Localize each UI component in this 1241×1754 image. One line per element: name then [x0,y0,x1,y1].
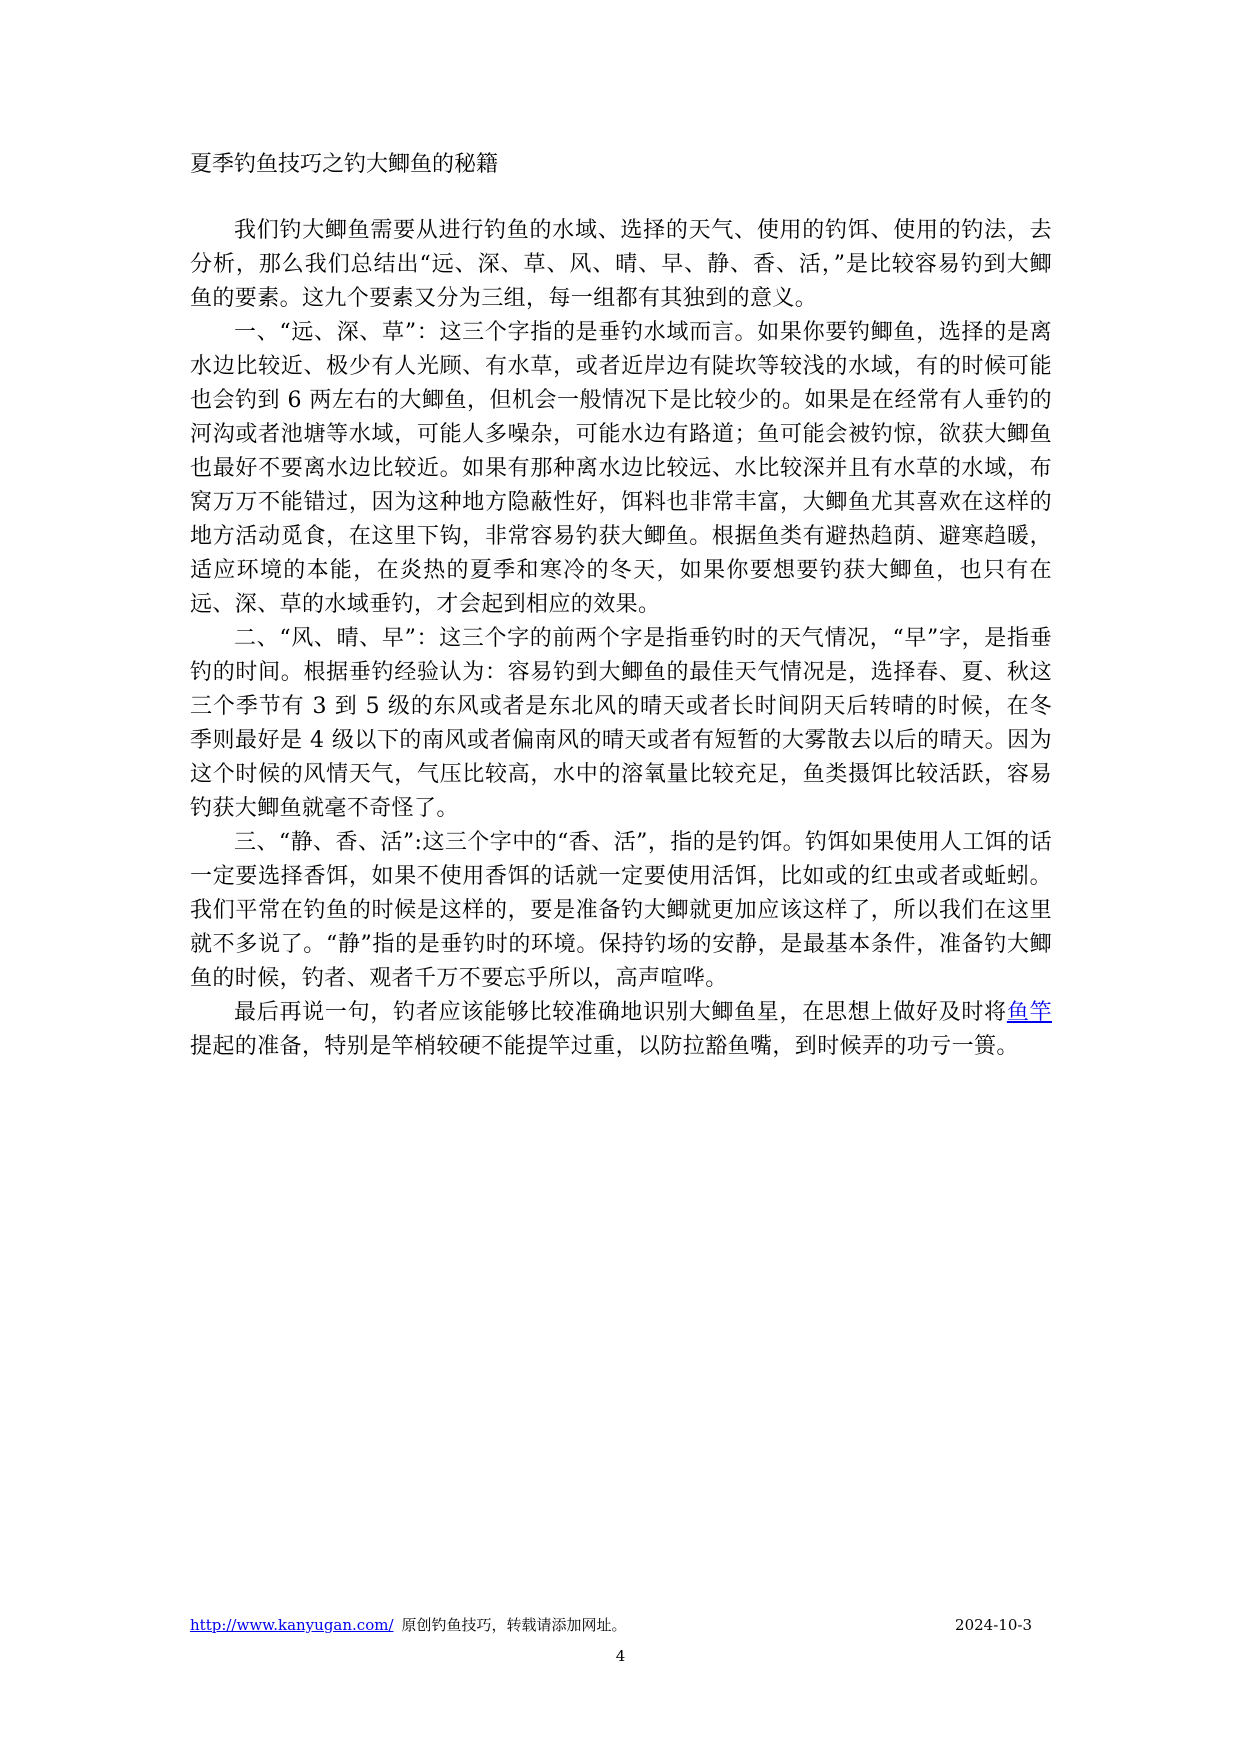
paragraph-conclusion [190,996,1052,1064]
conclusion-text-after-link: 提起的准备，特别是竿梢较硬不能提竿过重，以防拉豁鱼嘴，到时候弄的功亏一篑。 [190,1034,1019,1059]
paragraph-section-three: 三、“静、香、活”:这三个字中的“香、活”，指的是钓饵。钓饵如果使用人工饵的话一定要选择香饵，如果不使用香饵的话就一定要使用活饵，比如或的红虫或者或蚯蚓。我们平常在钓鱼的时候是这样的，要是准备钓大鲫就更加应该这样了，所以我们在这里就不多说了。“静”指的是垂钓时的环境。保持钓场的安静，是最基本条件，准备钓大鲫鱼的时候，钓者、观者千万不要忘乎所以，高声喧哗。 [190,830,1052,991]
paragraph-intro: 我们钓大鲫鱼需要从进行钓鱼的水域、选择的天气、使用的钓饵、使用的钓法，去分析，那么我们总结出“远、深、草、风、晴、早、静、香、活，”是比较容易钓到大鲫鱼的要素。这九个要素又分为三组，每一组都有其独到的意义。 [190,218,1052,311]
paragraph-section-one: 一、“远、深、草”：这三个字指的是垂钓水域而言。如果你要钓鲫鱼，选择的是离水边比较近、极少有人光顾、有水草，或者近岸边有陡坎等较浅的水域，有的时候可能也会钓到 6 两左右的大鲫鱼，但机会一般情况下是比较少的。如果是在经常有人垂钓的河沟或者池塘等水域，可能人多噪杂，可能水边有路道；鱼可能会被钓惊，欲获大鲫鱼也最好不要离水边比较近。如果有那种离水边比较远、水比较深并且有水草的水域，布窝万万不能错过，因为这种地方隐蔽性好，饵料也非常丰富，大鲫鱼尤其喜欢在这样的地方活动觅食，在这里下钩，非常容易钓获大鲫鱼。根据鱼类有避热趋荫、避寒趋暖，适应环境的本能，在炎热的夏季和寒冷的冬天，如果你要想要钓获大鲫鱼，也只有在远、深、草的水域垂钓，才会起到相应的效果。 [190,320,1052,617]
page-footer [190,1614,1052,1636]
page-number: 4 [615,1647,626,1665]
footer-note: 原创钓鱼技巧，转载请添加网址。 [401,1616,627,1634]
paragraph-section-two: 二、“风、晴、早”：这三个字的前两个字是指垂钓时的天气情况，“早”字，是指垂钓的时间。根据垂钓经验认为：容易钓到大鲫鱼的最佳天气情况是，选择春、夏、秋这三个季节有 3 到 5 级的东风或者是东北风的晴天或者长时间阴天后转晴的时候，在冬季则最好是 4 级以下的南风或者偏南风的晴天或者有短暂的大雾散去以后的晴天。因为这个时候的风情天气，气压比较高，水中的溶氧量比较充足，鱼类摄饵比较活跃，容易钓获大鲫鱼就毫不奇怪了。 [190,626,1052,821]
fishing-rod-link[interactable]: 鱼竿 [1006,1000,1052,1025]
footer-date: 2024-10-3 [955,1616,1032,1634]
document-title: 夏季钓鱼技巧之钓大鲫鱼的秘籍 [190,152,499,177]
footer-site-link[interactable]: http://www.kanyugan.com/ [190,1616,394,1634]
conclusion-text-before-link: 最后再说一句，钓者应该能够比较准确地识别大鲫鱼星，在思想上做好及时将 [234,1000,1007,1025]
document-body [190,214,1052,1064]
